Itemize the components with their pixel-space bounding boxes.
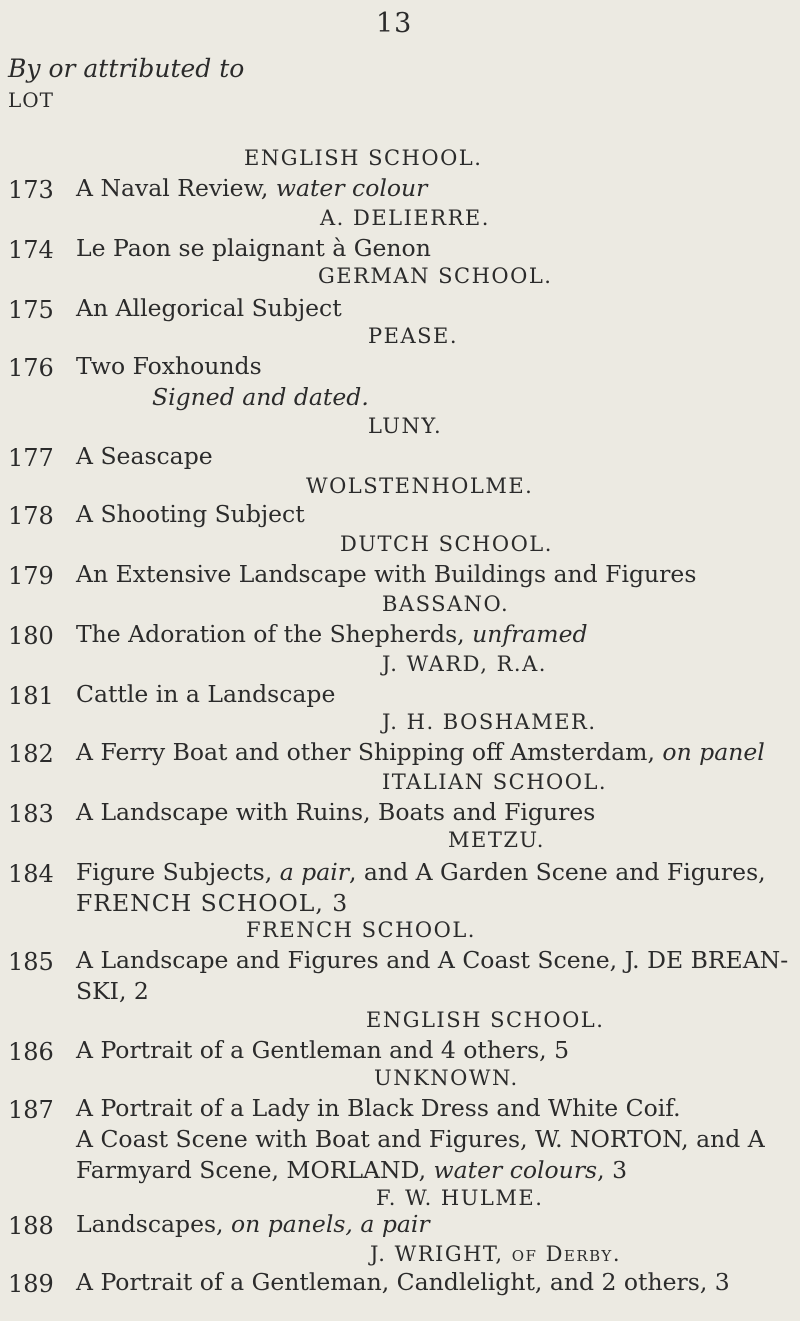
lot-number: 179 (8, 562, 54, 590)
attribution: F. W. HULME. (376, 1186, 544, 1210)
lot-number: 174 (8, 236, 54, 264)
lot-description: A Landscape and Figures and A Coast Scene, J. DE BREAN- SKI, 2 (76, 946, 789, 1005)
lot-number: 180 (8, 622, 54, 650)
attribution: METZU. (448, 828, 545, 852)
attribution: BASSANO. (382, 592, 510, 616)
attribution: A. DELIERRE. (320, 206, 490, 230)
attribution: WOLSTENHOLME. (306, 474, 534, 498)
attribution: LUNY. (368, 414, 443, 438)
lot-number: 185 (8, 948, 54, 976)
lot-description: Two Foxhounds Signed and dated. (76, 352, 369, 411)
attribution: J. WARD, R.A. (382, 652, 547, 676)
lot-number: 189 (8, 1270, 54, 1298)
lot-number: 188 (8, 1212, 54, 1240)
attribution: J. H. BOSHAMER. (382, 710, 597, 734)
attribution: ITALIAN SCHOOL. (382, 770, 608, 794)
lot-number: 176 (8, 354, 54, 382)
lot-description: A Portrait of a Gentleman, Candlelight, and 2 others, 3 (76, 1268, 730, 1296)
attribution: ENGLISH SCHOOL. (244, 146, 483, 170)
lot-description: A Portrait of a Gentleman and 4 others, 5 (76, 1036, 570, 1064)
attribution: GERMAN SCHOOL. (318, 264, 553, 288)
lot-description: A Portrait of a Lady in Black Dress and White Coif. A Coast Scene with Boat and Figures, W. NORTON, and A Farmyard Scene, MORLAND, water colours, 3 (76, 1094, 765, 1184)
lot-number: 177 (8, 444, 54, 472)
lot-description: The Adoration of the Shepherds, unframed (76, 620, 588, 648)
lot-description: A Naval Review, water colour (76, 174, 428, 202)
lot-description: An Extensive Landscape with Buildings and Figures (76, 560, 697, 588)
attribution: UNKNOWN. (374, 1066, 519, 1090)
lot-description: A Shooting Subject (76, 500, 305, 528)
lot-number: 183 (8, 800, 54, 828)
lot-description: A Landscape with Ruins, Boats and Figures (76, 798, 596, 826)
lot-number: 178 (8, 502, 54, 530)
lot-description: A Seascape (76, 442, 213, 470)
lot-number: 181 (8, 682, 54, 710)
lot-number: 182 (8, 740, 54, 768)
lot-description: A Ferry Boat and other Shipping off Amsterdam, on panel (76, 738, 765, 766)
attribution: DUTCH SCHOOL. (340, 532, 553, 556)
attribution: PEASE. (368, 324, 459, 348)
lot-description: Cattle in a Landscape (76, 680, 336, 708)
lot-description: An Allegorical Subject (76, 294, 342, 322)
lot-description: Le Paon se plaignant à Genon (76, 234, 431, 262)
lot-number: 186 (8, 1038, 54, 1066)
lot-column-head: LOT (8, 88, 55, 112)
attribution: ENGLISH SCHOOL. (366, 1008, 605, 1032)
page-number: 13 (376, 8, 413, 39)
lot-description: Figure Subjects, a pair, and A Garden Scene and Figures, FRENCH SCHOOL, 3 (76, 858, 766, 917)
attribution: J. WRIGHT, of Derby. (370, 1242, 621, 1266)
lot-description: Landscapes, on panels, a pair (76, 1210, 430, 1238)
lot-number: 187 (8, 1096, 54, 1124)
lot-number: 173 (8, 176, 54, 204)
running-head: By or attributed to (8, 54, 245, 83)
lot-number: 184 (8, 860, 54, 888)
lot-number: 175 (8, 296, 54, 324)
attribution: FRENCH SCHOOL. (246, 918, 476, 942)
